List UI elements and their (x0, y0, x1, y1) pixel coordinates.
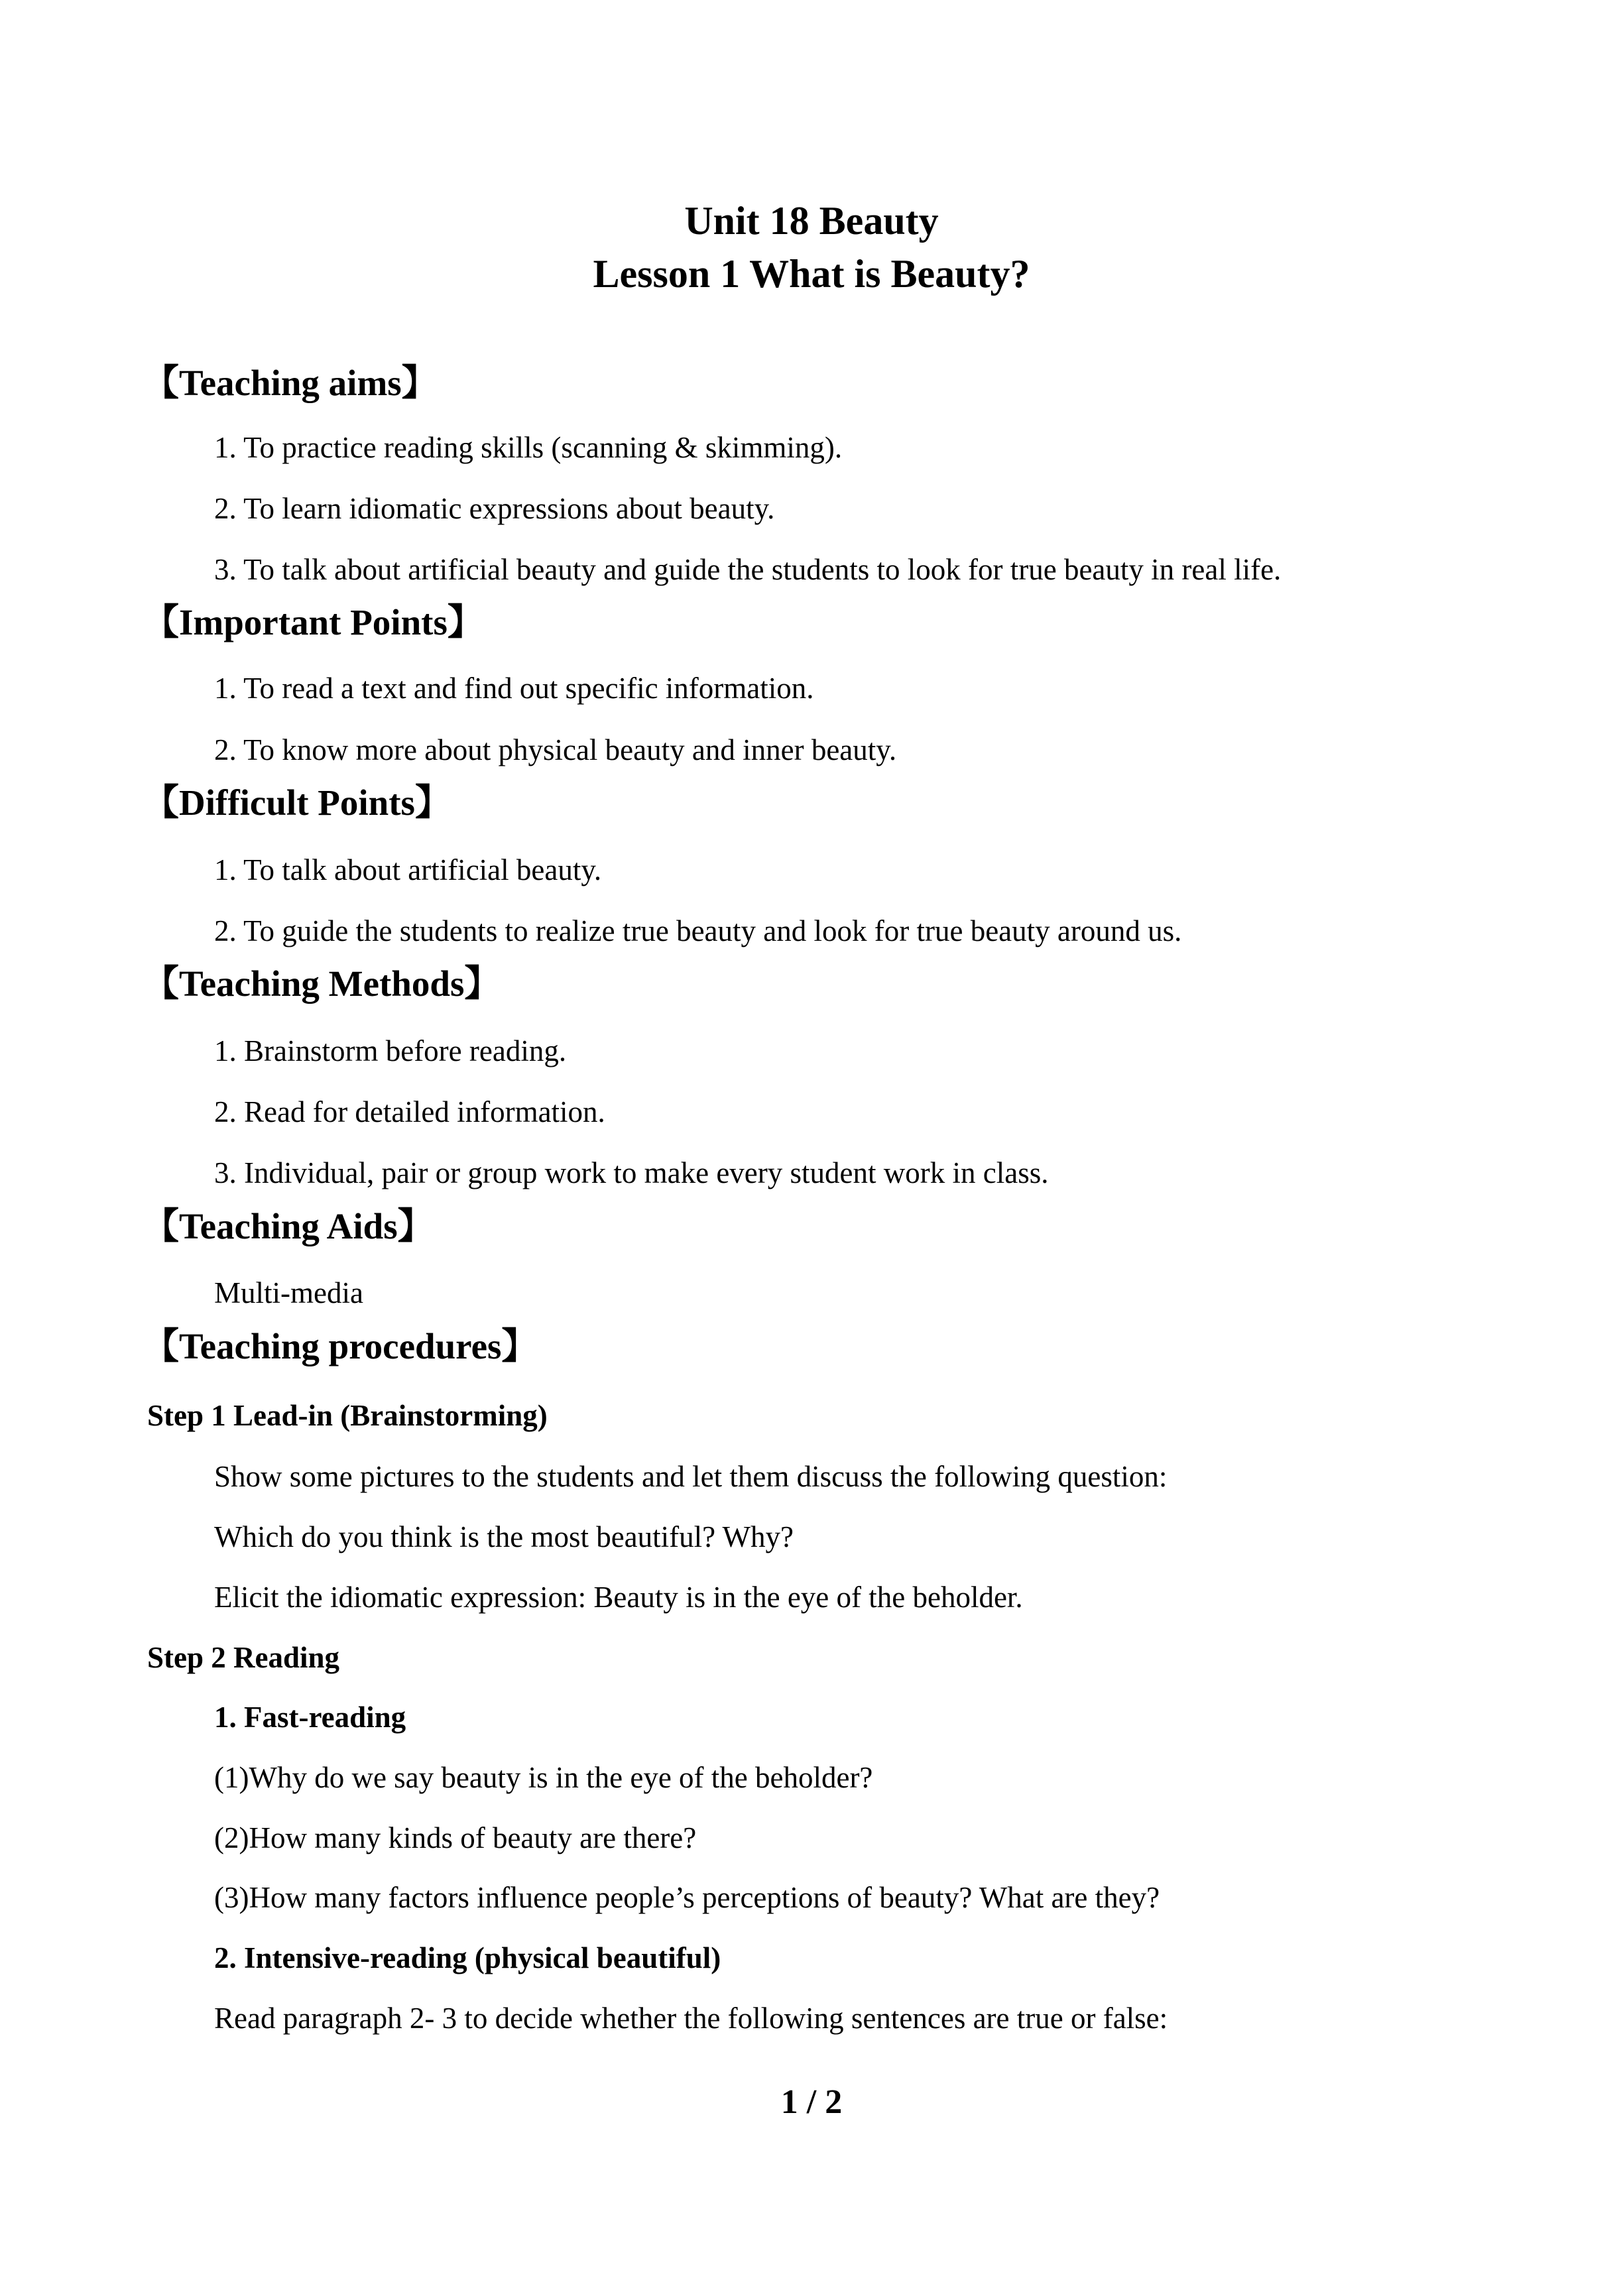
fast-reading-question: (1)Why do we say beauty is in the eye of the beholder? (214, 1761, 873, 1794)
difficult-points-item: 2. To guide the students to realize true beauty and look for true beauty around us. (214, 914, 1182, 947)
teaching-aims-item: 2. To learn idiomatic expressions about beauty. (214, 492, 775, 525)
teaching-aids-item: Multi-media (214, 1276, 363, 1309)
difficult-points-heading: 【Difficult Points】 (143, 782, 451, 823)
fast-reading-question: (3)How many factors influence people’s perceptions of beauty? What are they? (214, 1881, 1160, 1914)
teaching-aims-heading: 【Teaching aims】 (143, 363, 438, 403)
intensive-reading-title: 2. Intensive-reading (physical beautiful) (214, 1941, 721, 1974)
page-title: Unit 18 Beauty (684, 199, 939, 243)
page-subtitle: Lesson 1 What is Beauty? (593, 252, 1030, 296)
intensive-reading-line: Read paragraph 2- 3 to decide whether the following sentences are true or false: (214, 2002, 1168, 2035)
step-1-title: Step 1 Lead-in (Brainstorming) (147, 1399, 548, 1432)
teaching-methods-item: 2. Read for detailed information. (214, 1095, 605, 1128)
teaching-methods-heading: 【Teaching Methods】 (143, 963, 501, 1004)
teaching-methods-item: 3. Individual, pair or group work to make every student work in class. (214, 1156, 1049, 1189)
important-points-item: 2. To know more about physical beauty and inner beauty. (214, 733, 897, 766)
step-1-line: Show some pictures to the students and let them discuss the following question: (214, 1460, 1168, 1493)
fast-reading-title: 1. Fast-reading (214, 1701, 406, 1734)
step-1-line: Elicit the idiomatic expression: Beauty is in the eye of the beholder. (214, 1581, 1023, 1614)
step-2-title: Step 2 Reading (147, 1641, 340, 1674)
fast-reading-question: (2)How many kinds of beauty are there? (214, 1821, 697, 1854)
important-points-item: 1. To read a text and find out specific information. (214, 672, 814, 705)
teaching-methods-item: 1. Brainstorm before reading. (214, 1034, 567, 1067)
difficult-points-item: 1. To talk about artificial beauty. (214, 853, 602, 886)
important-points-heading: 【Important Points】 (143, 602, 484, 642)
teaching-aims-item: 3. To talk about artificial beauty and guide the students to look for true beauty in real life. (214, 553, 1282, 586)
teaching-aids-heading: 【Teaching Aids】 (143, 1206, 434, 1246)
step-1-line: Which do you think is the most beautiful? Why? (214, 1520, 794, 1553)
teaching-procedures-heading: 【Teaching procedures】 (143, 1326, 538, 1366)
page-number: 1 / 2 (780, 2083, 843, 2121)
teaching-aims-item: 1. To practice reading skills (scanning & skimming). (214, 431, 843, 464)
